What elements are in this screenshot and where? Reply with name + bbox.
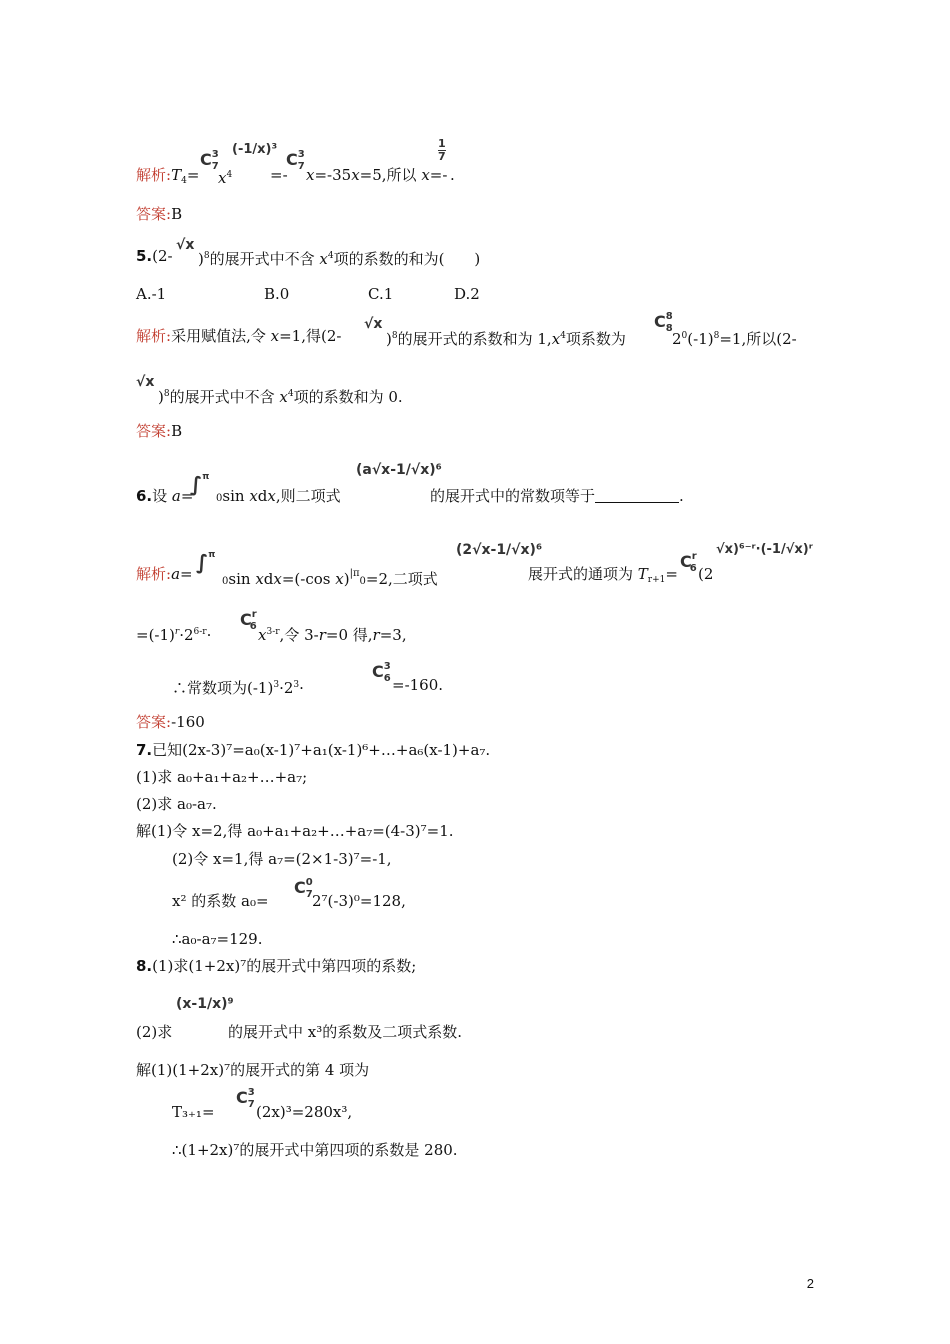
- general-term: √x)⁶⁻ʳ·(-1/√x)ʳ: [716, 542, 813, 557]
- binomial-coefficient-c6r-2: Cr6: [240, 609, 257, 632]
- q5-solution-line1b: )$^8$的展开式的系数和为 $1,x^4$项系数为: [386, 330, 626, 348]
- binomial-coefficient-c63: C36: [372, 661, 391, 684]
- q4-rest: =-: [270, 166, 288, 184]
- q7-part2: (2)求 a₀-a₇.: [136, 795, 217, 813]
- q8-part1: 8.(1)求(1+2x)⁷的展开式中第四项的系数;: [136, 957, 417, 975]
- q7-solution1: 解(1)令 x=2,得 a₀+a₁+a₂+…+a₇=(4-3)⁷=1.: [136, 822, 454, 840]
- q5-option-c: C.1: [368, 285, 394, 303]
- q6-solution-line2: $=(-1)^r\cdot 2^{6-r}\cdot$: [136, 626, 212, 644]
- q8-solution1: 解(1)(1+2x)⁷的展开式的第 4 项为: [136, 1061, 370, 1079]
- q4-dot: .: [450, 166, 455, 184]
- q6-solution-line1c: 展开式的通项为 $T_{r+1}=$: [528, 565, 678, 585]
- q5-answer: 答案:B: [136, 422, 183, 440]
- sqrt-x: √x: [176, 237, 195, 253]
- q5-stem-rest: )$^8$的展开式中不含 $x^4$项的系数的和为( ): [198, 250, 481, 268]
- integral-sign: ∫$^\pi$: [190, 472, 210, 496]
- q6-solution-line1d: (2: [698, 565, 714, 583]
- q4-x4: $x^4$: [218, 169, 233, 187]
- q6-stem: 6.设 a=: [136, 487, 194, 505]
- binomial-a-sqrt-x: (a√x-1/√x)⁶: [356, 462, 442, 478]
- q8-part2b: 的展开式中 x³的系数及二项式系数.: [228, 1023, 463, 1041]
- q7-part1: (1)求 a₀+a₁+a₂+…+a₇;: [136, 768, 308, 786]
- q5-solution-line1: 解析:采用赋值法,令 x=1,得(2-: [136, 327, 342, 345]
- q4-answer: 答案:B: [136, 205, 183, 223]
- q7-solution3b: 2⁷(-3)⁰=128,: [312, 892, 406, 910]
- q4-solution-line: 解析$:T_4=$: [136, 166, 200, 186]
- binomial-coefficient-c73: C37: [200, 149, 219, 172]
- q6-stem-c: 的展开式中的常数项等于 .: [430, 487, 684, 505]
- q4-tail: x=-35x=5,所以 x=-: [306, 166, 448, 184]
- binomial-coefficient-c88: C88: [654, 311, 673, 334]
- q8-part2a: (2)求: [136, 1023, 173, 1041]
- q6-solution-line3b: =-160.: [392, 676, 444, 694]
- q6-solution-line1b: 0sin xdx=(-cos x)$^{|\pi}$0=2,二项式: [222, 568, 438, 588]
- q5-option-b: B.0: [264, 285, 290, 303]
- page-number: 2: [806, 1276, 814, 1291]
- q6-solution-line3: ∴常数项为$(-1)^3\cdot 2^3\cdot$: [172, 679, 304, 697]
- q5-stem: 5.(2-: [136, 247, 173, 265]
- binomial-2-sqrt-x: (2√x-1/√x)⁶: [456, 542, 543, 558]
- q8-solution3: ∴(1+2x)⁷的展开式中第四项的系数是 280.: [172, 1141, 458, 1159]
- integral-sign-2: ∫$^\pi$: [196, 550, 216, 574]
- answer-blank[interactable]: [595, 488, 679, 503]
- q7-solution4: ∴a₀-a₇=129.: [172, 930, 263, 948]
- fraction-neg-one-over-x-cubed: (-1/x)³: [232, 142, 278, 157]
- q8-solution2b: (2x)³=280x³,: [256, 1103, 353, 1121]
- q5-solution-line2: )$^8$的展开式中不含 $x^4$项的系数和为 0.: [158, 388, 403, 406]
- binomial-x-minus-1-over-x: (x-1/x)⁹: [176, 996, 234, 1012]
- q6-solution-line2b: $x^{3-r}$,令 3-r=0 得,r=3,: [258, 626, 407, 644]
- q5-option-a: A.-1: [136, 285, 167, 303]
- q7-stem: 7.已知(2x-3)⁷=a₀(x-1)⁷+a₁(x-1)⁶+…+a₆(x-1)+a₇.: [136, 741, 491, 759]
- q5-solution-line1c: $2^0(-1)^8=1$,所以(2-: [672, 330, 797, 348]
- binomial-coefficient-c6r: Cr6: [680, 551, 697, 574]
- q7-solution2: (2)令 x=1,得 a₇=(2×1-3)⁷=-1,: [172, 850, 392, 868]
- binomial-coefficient-c70: C07: [294, 877, 313, 900]
- binomial-coefficient-c73-b: C37: [286, 149, 305, 172]
- label-jiexi: 解析: [136, 166, 167, 184]
- sqrt-x-2: √x: [364, 316, 383, 332]
- q6-answer: 答案:-160: [136, 713, 205, 731]
- q7-solution3a: x² 的系数 a₀=: [172, 892, 269, 910]
- q5-option-d: D.2: [454, 285, 480, 303]
- q8-solution2a: T₃₊₁=: [172, 1103, 215, 1121]
- q6-stem-b: 0sin xdx,则二项式: [216, 487, 341, 505]
- binomial-coefficient-c73-c: C37: [236, 1087, 255, 1110]
- q6-solution-line1: 解析:a=: [136, 565, 193, 583]
- sqrt-x-3: √x: [136, 374, 155, 390]
- fraction-one-over-seven: 1 7: [438, 137, 446, 163]
